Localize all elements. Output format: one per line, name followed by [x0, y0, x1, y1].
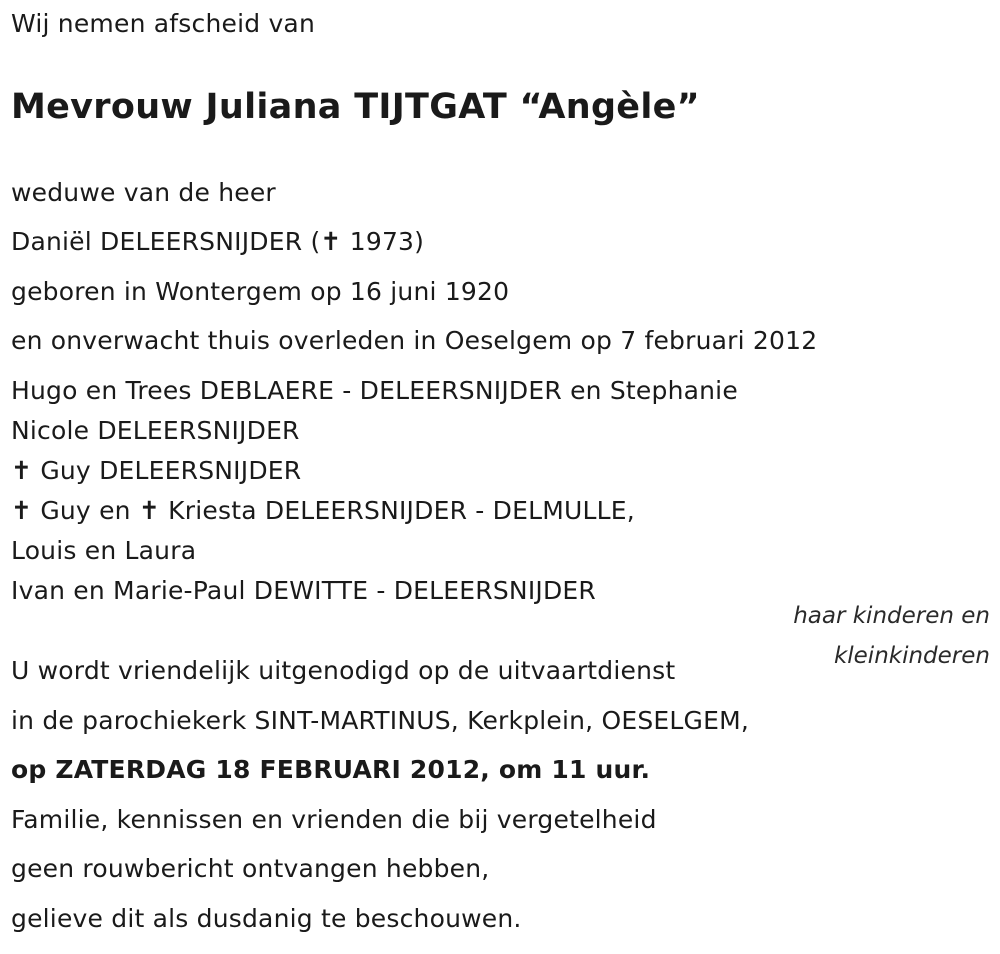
invitation-date: op ZATERDAG 18 FEBRUARI 2012, om 11 uur.	[11, 755, 651, 784]
family-line-5: Louis en Laura	[11, 536, 197, 565]
family-line-2: Nicole DELEERSNIJDER	[11, 416, 300, 445]
notice-line-2: geen rouwbericht ontvangen hebben,	[11, 854, 490, 883]
cross-icon: ✝	[138, 496, 161, 525]
intro-text: Wij nemen afscheid van	[11, 9, 315, 38]
husband-name: Daniël DELEERSNIJDER	[11, 227, 303, 256]
deceased-name: Mevrouw Juliana TIJTGAT “Angèle”	[11, 87, 700, 127]
family-line-4-b: Kriesta DELEERSNIJDER - DELMULLE,	[168, 496, 635, 525]
family-line-3-name: Guy DELEERSNIJDER	[40, 456, 302, 485]
family-line-1: Hugo en Trees DEBLAERE - DELEERSNIJDER en Stephanie	[11, 376, 738, 405]
notice-line-1: Familie, kennissen en vrienden die bij vergetelheid	[11, 805, 657, 834]
family-line-4	[11, 495, 635, 527]
family-line-4-a: Guy en	[40, 496, 131, 525]
notice-line-3: gelieve dit als dusdanig te beschouwen.	[11, 904, 522, 933]
family-line-6: Ivan en Marie-Paul DEWITTE - DELEERSNIJDER	[11, 576, 596, 605]
family-line-3	[11, 455, 301, 487]
cross-icon: ✝	[11, 456, 33, 485]
death-text: en onverwacht thuis overleden in Oeselgem op 7 februari 2012	[11, 326, 818, 355]
widow-of-text: weduwe van de heer	[11, 178, 276, 207]
family-label-line-1: haar kinderen en	[793, 603, 990, 629]
husband-death-year: 1973	[349, 227, 415, 256]
husband-line: Daniël DELEERSNIJDER (✝ 1973)	[11, 227, 425, 256]
family-label-line-2: kleinkinderen	[833, 643, 990, 669]
invitation-line-1: U wordt vriendelijk uitgenodigd op de uitvaartdienst	[11, 656, 676, 685]
cross-icon: ✝	[11, 496, 33, 525]
cross-icon: ✝	[320, 227, 342, 256]
birth-text: geboren in Wontergem op 16 juni 1920	[11, 277, 510, 306]
invitation-line-2: in de parochiekerk SINT-MARTINUS, Kerkplein, OESELGEM,	[11, 706, 750, 735]
